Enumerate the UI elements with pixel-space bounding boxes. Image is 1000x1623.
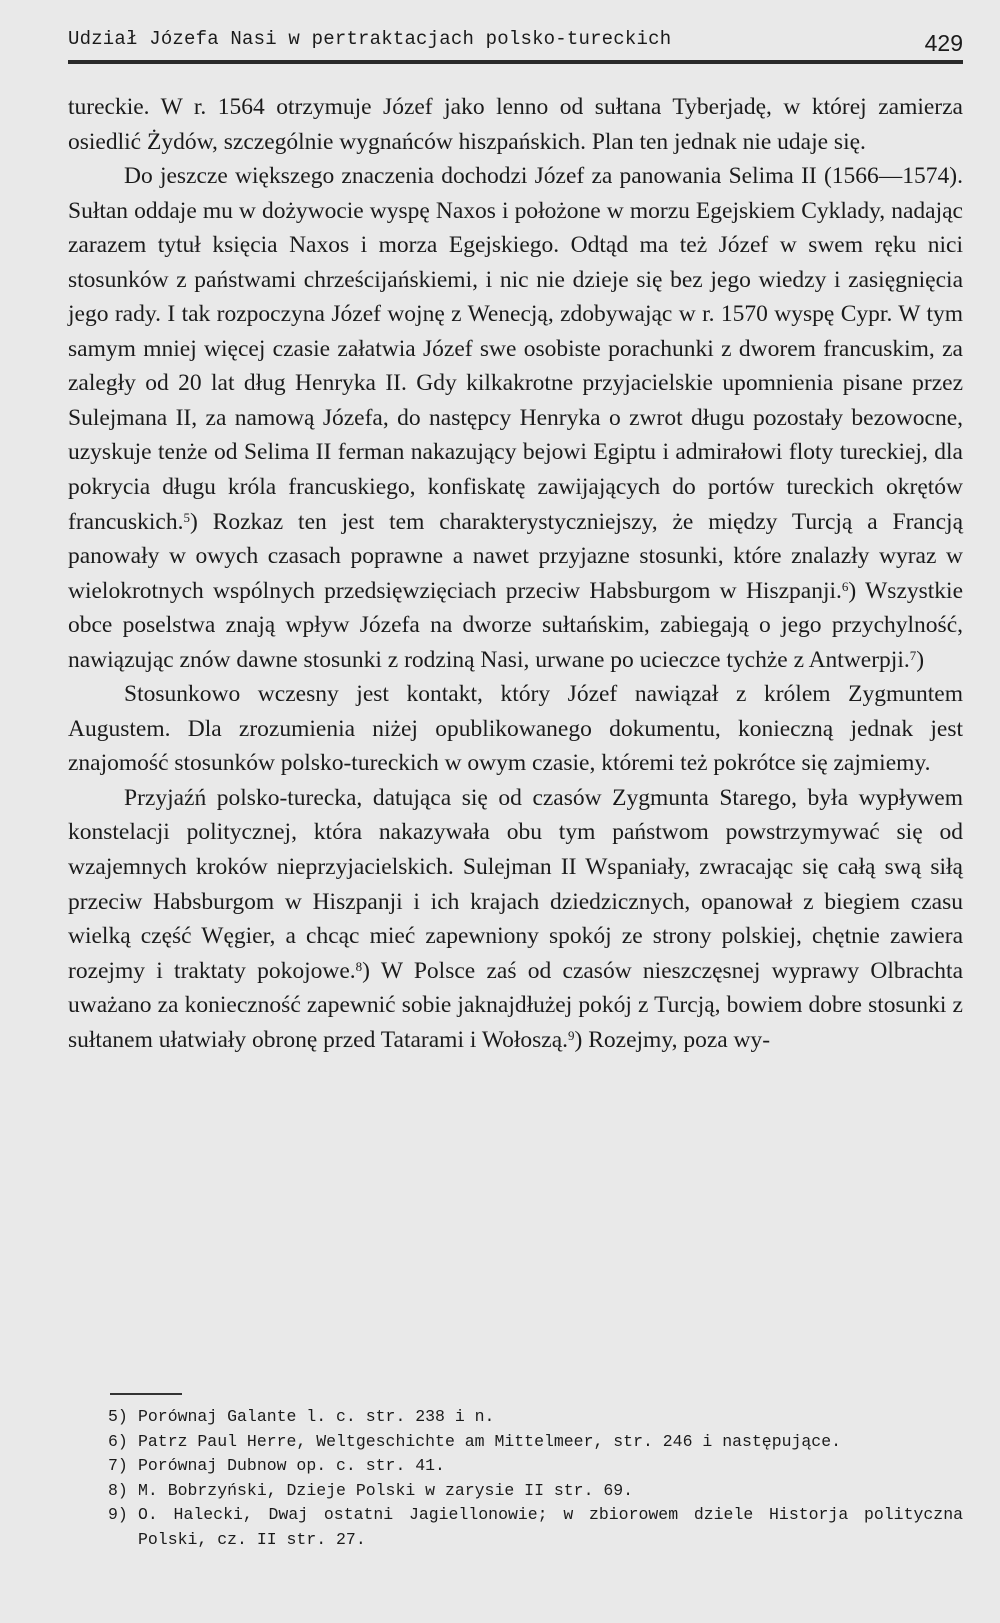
footnote-text: Porównaj Galante l. c. str. 238 i n. bbox=[138, 1407, 495, 1426]
footnote-text: M. Bobrzyński, Dzieje Polski w zarysie II str. 69. bbox=[138, 1480, 634, 1500]
footnote bbox=[68, 1430, 963, 1455]
footnotes bbox=[68, 1405, 963, 1552]
paragraph-2 bbox=[68, 159, 963, 677]
footnote-rule bbox=[110, 1393, 182, 1395]
paragraph-4 bbox=[68, 781, 963, 1057]
footnote-ref: 7 bbox=[909, 647, 917, 663]
paragraph-text: Stosunkowo wczesny jest kontakt, który Józef nawiązał z królem Zygmuntem Augustem. Dla zrozumienia niżej opublikowanego dokumentu, konieczną jednak jest znajomość stosunków polsko-tureckich w owym czasie, któremi też pokrótce się zajmiemy. bbox=[68, 681, 963, 777]
paragraph-text: Przyjaźń polsko-turecka, datująca się od czasów Zygmunta Starego, była wypływem konstelacji politycznej, która nakazywała obu tym państwom powstrzymywać się od wzajemnych kroków nieprzyjacielskich. Sulejman II Wspaniały, zwracając się całą swą siłą przeciw Habsburgom w Hiszpanji i ich krajach dziedzicznych, opanował z biegiem czasu wielką część Węgier, a chcąc mieć zapewniony spokój ze strony polskiej, chętnie zawiera rozejmy i traktaty pokojowe. bbox=[68, 784, 963, 984]
running-head-title: Udział Józefa Nasi w pertraktacjach polsko-tureckich bbox=[68, 28, 672, 50]
paragraph-1 bbox=[68, 90, 963, 159]
footnote-number: 6) bbox=[108, 1431, 128, 1451]
footnote-ref: 9 bbox=[568, 1027, 575, 1043]
paragraph-text: ) Wszystkie obce poselstwa znają wpływ Józefa na dworze sułtańskim, zabiegają o jego przychylność, nawiązując znów dawne stosunki z rodziną Nasi, urwane po ucieczce tychże z Antwerpji. bbox=[68, 577, 964, 673]
body-text bbox=[68, 90, 963, 1057]
footnote-number: 9) bbox=[108, 1505, 128, 1524]
paragraph-text: ) Rozkaz ten jest tem charakterystyczniejszy, że między Turcją a Francją panowały w owych czasach poprawne a nawet przyjazne stosunki, które znalazły wyraz w wielokrotnych wspólnych przedsięwzięciach przeciw Habsburgom w Hiszpanji. bbox=[68, 508, 963, 604]
footnote-ref: 8 bbox=[355, 958, 363, 974]
footnote-ref: 5 bbox=[183, 509, 190, 525]
footnote-text: Patrz Paul Herre, Weltgeschichte am Mittelmeer, str. 246 i następujące. bbox=[138, 1431, 842, 1451]
footnote-ref: 6 bbox=[841, 578, 849, 594]
paragraph-text: tureckie. W r. 1564 otrzymuje Józef jako lenno od sułtana Tyberjadę, w której zamierza osiedlić Żydów, szczególnie wygnańców hiszpańskich. Plan ten jednak nie udaje się. bbox=[68, 94, 963, 155]
paragraph-text: ) W Polsce zaś od czasów nieszczęsnej wyprawy Olbrachta uważano za konieczność zapewnić sobie jaknajdłużej pokój z Turcją, bowiem dobre stosunki z sułtanem ułatwiały obronę przed Tatarami i Wołoszą. bbox=[68, 957, 963, 1053]
footnote bbox=[68, 1405, 963, 1430]
footnote-text: O. Halecki, Dwaj ostatni Jagiellonowie; w zbiorowem dziele Historja polityczna Polski, cz. II str. 27. bbox=[138, 1505, 963, 1549]
footnote bbox=[68, 1503, 963, 1552]
paragraph-text: ) bbox=[916, 646, 925, 673]
footnote bbox=[68, 1454, 963, 1479]
paragraph-3 bbox=[68, 677, 963, 781]
footnote-number: 5) bbox=[108, 1407, 128, 1426]
running-head bbox=[68, 22, 963, 56]
footnote bbox=[68, 1479, 963, 1504]
footnote-number: 7) bbox=[108, 1456, 128, 1475]
header-rule bbox=[68, 60, 963, 64]
page-number: 429 bbox=[924, 30, 963, 56]
paragraph-text: Do jeszcze większego znaczenia dochodzi Józef za panowania Selima II (1566—1574). Sułtan oddaje mu w dożywocie wyspę Naxos i położone w morzu Egejskiem Cyklady, nadając zarazem tytuł księcia Naxos i morza Egejskiego. Odtąd ma też Józef w swem ręku nici stosunków z państwami chrześcijańskiemi, i nic nie dzieje się bez jego wiedzy i zasięgnięcia jego rady. I tak rozpoczyna Józef wojnę z Wenecją, zdobywając w r. 1570 wyspę Cypr. W tym samym mniej więcej czasie załatwia Józef swe osobiste porachunki z dworem francuskim, za zaległy od 20 lat dług Henryka II. Gdy kilkakrotne przyjacielskie upomnienia pisane przez Sulejmana II, za namową Józefa, do następcy Henryka o zwrot długu pozostały bezowocne, uzyskuje tenże od Selima II ferman nakazujący bejowi Egiptu i admirałowi floty tureckiej, dla pokrycia długu króla francuskiego, konfiskatę zawijających do portów tureckich okrętów francuskich. bbox=[68, 163, 963, 535]
footnote-number: 8) bbox=[108, 1480, 128, 1500]
paragraph-text: ) Rozejmy, poza wy- bbox=[574, 1026, 771, 1053]
footnote-text: Porównaj Dubnow op. c. str. 41. bbox=[138, 1456, 445, 1475]
